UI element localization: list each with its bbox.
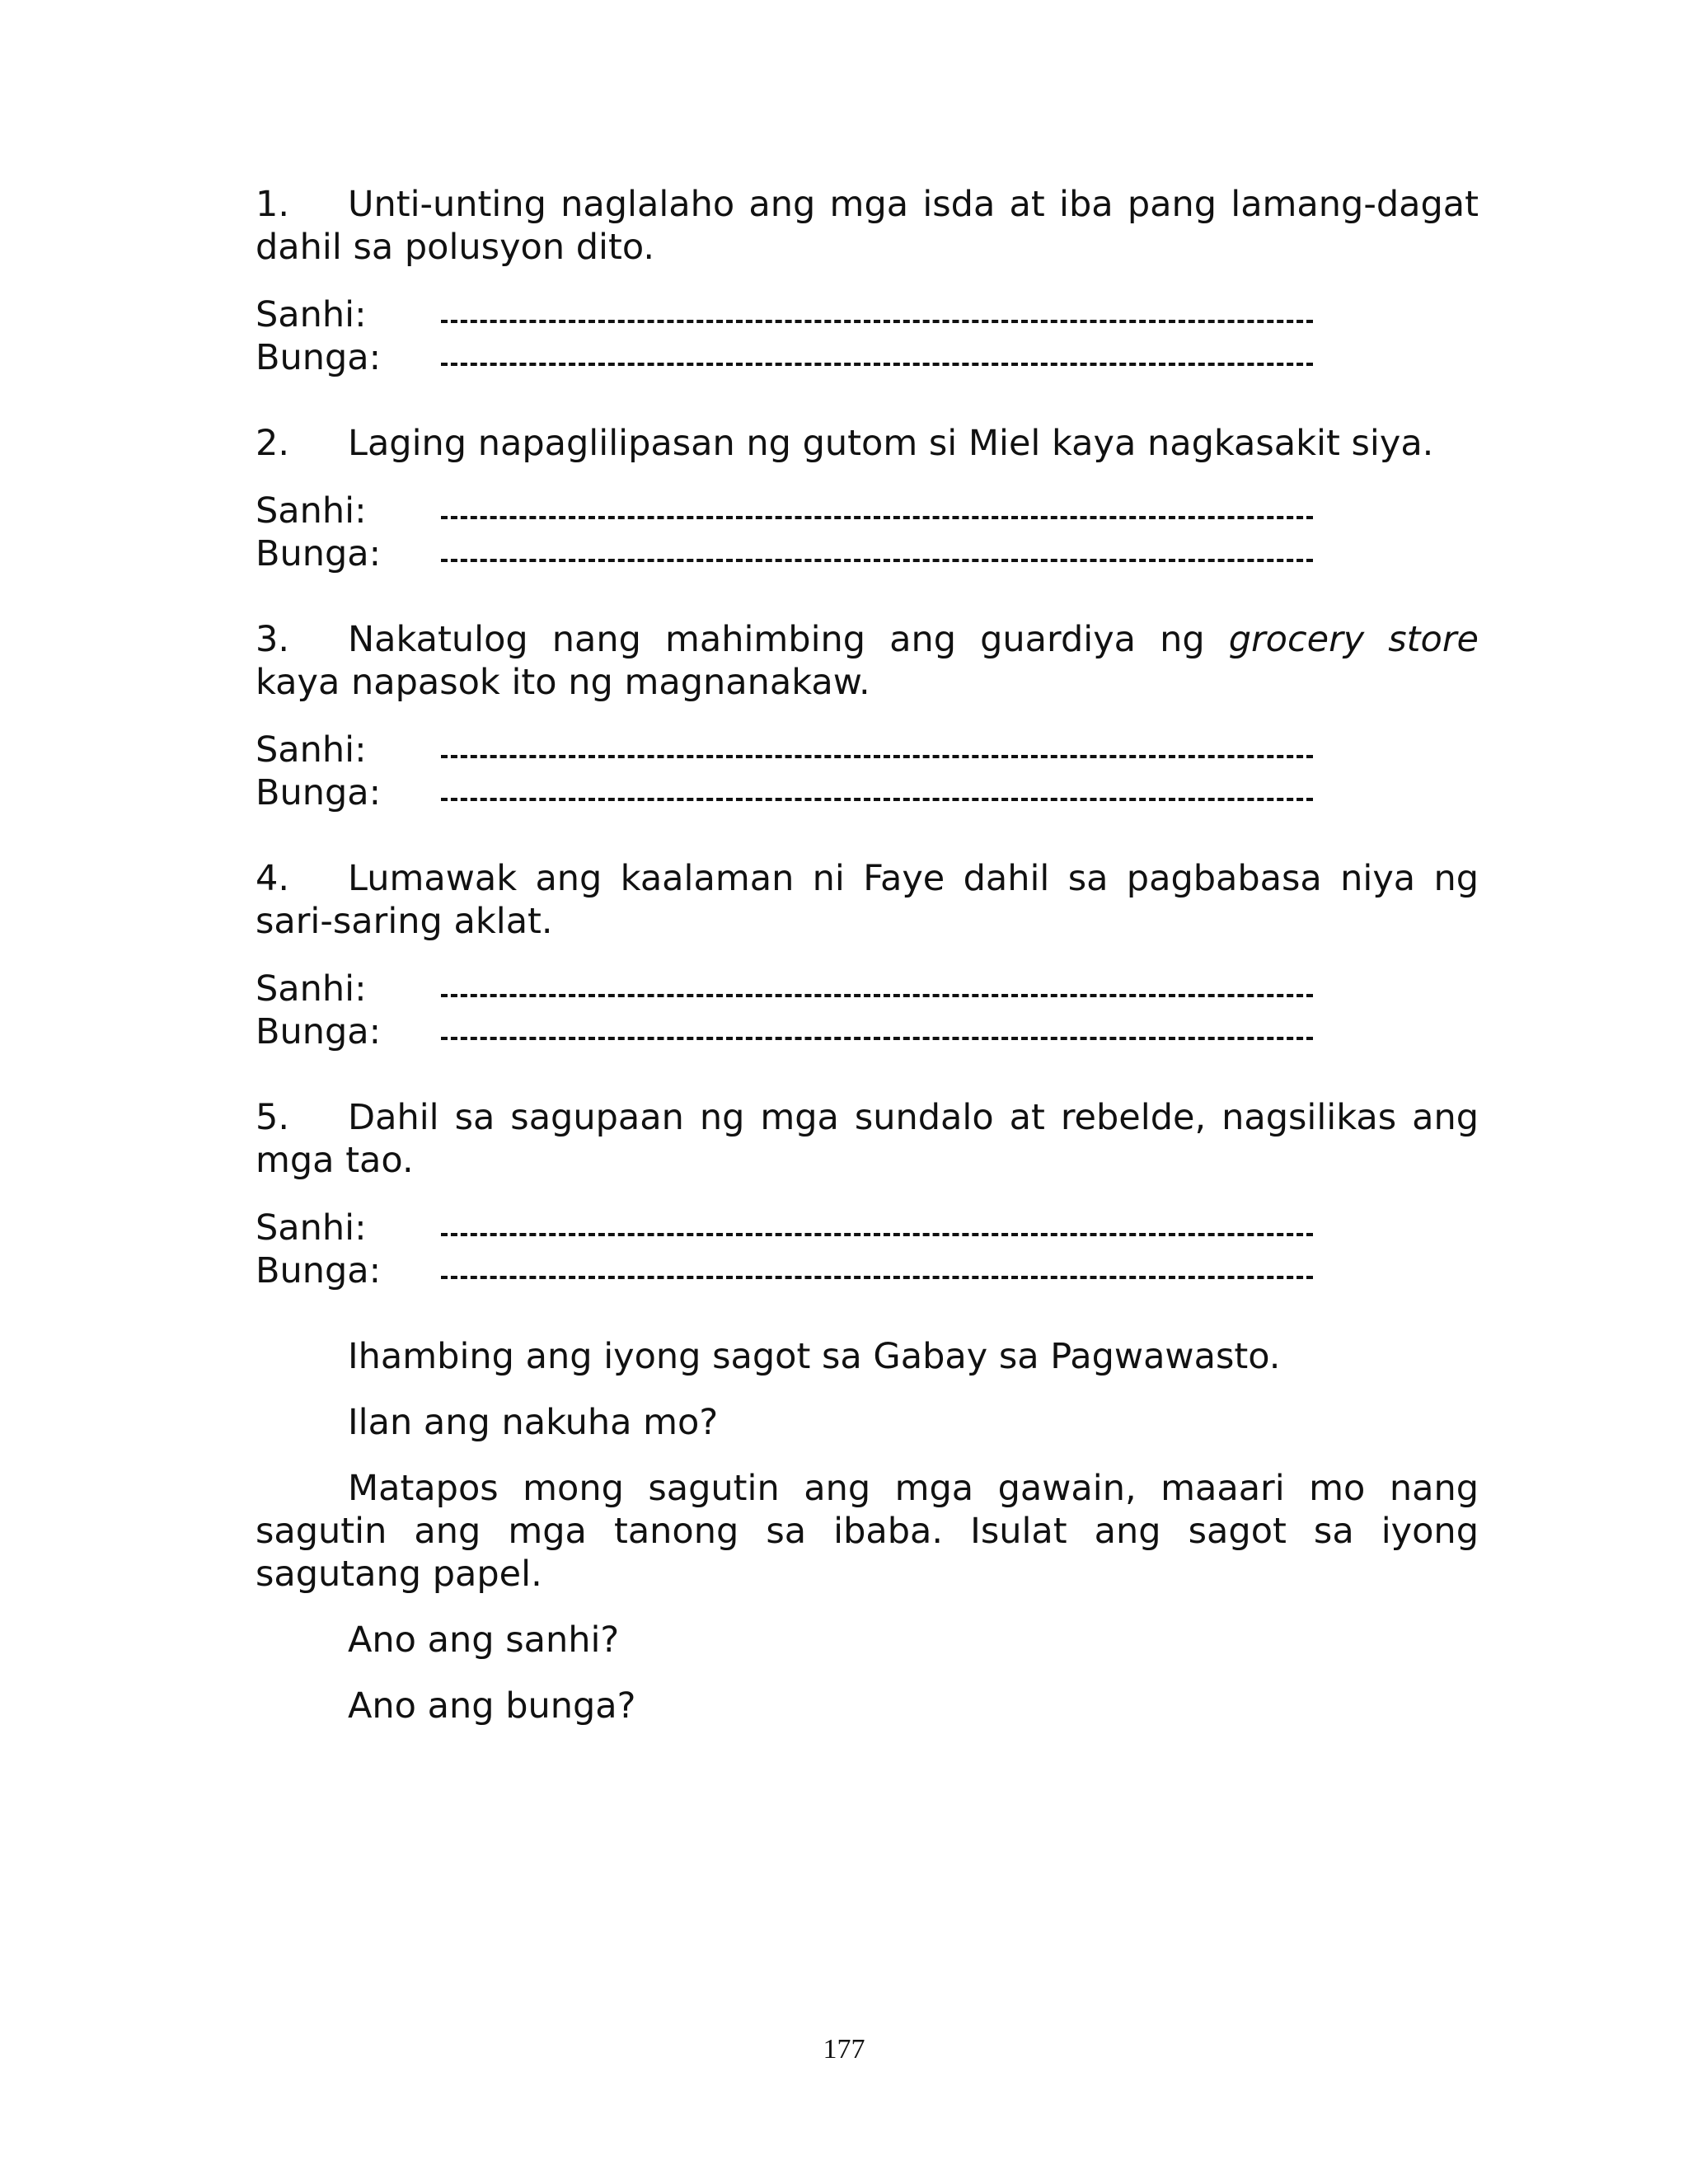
score-question: Ilan ang nakuha mo? — [348, 1402, 719, 1443]
effect-answer-blank[interactable] — [441, 1246, 1313, 1279]
cause-answer-blank[interactable] — [441, 290, 1313, 323]
effect-answer-blank[interactable] — [441, 333, 1313, 366]
cause-answer-row — [256, 1207, 1479, 1249]
exercise-item-5 — [256, 1096, 1479, 1292]
worksheet-content — [256, 183, 1479, 1750]
cause-label: Sanhi: — [256, 490, 367, 532]
exercise-question — [256, 1096, 1479, 1182]
exercise-question — [256, 857, 1479, 943]
effect-label: Bunga: — [256, 533, 382, 574]
cause-answer-row — [256, 729, 1479, 771]
effect-answer-blank[interactable] — [441, 529, 1313, 562]
exercise-question — [256, 618, 1479, 704]
question-text: Laging napaglilipasan ng gutom si Miel kaya nagkasakit siya. — [348, 423, 1434, 464]
exercise-item-2 — [256, 422, 1479, 575]
cause-label: Sanhi: — [256, 729, 367, 771]
item-number: 1. — [256, 184, 290, 225]
cause-label: Sanhi: — [256, 968, 367, 1010]
exercise-item-1 — [256, 183, 1479, 379]
question-text-italic: grocery store — [1228, 619, 1479, 660]
effect-answer-row — [256, 336, 1479, 379]
cause-answer-blank[interactable] — [441, 486, 1313, 519]
exercise-item-3 — [256, 618, 1479, 814]
effect-label: Bunga: — [256, 772, 382, 813]
question-text: Lumawak ang kaalaman ni Faye dahil sa pagbabasa niya ng sari-saring aklat. — [256, 858, 1479, 942]
cause-answer-row — [256, 968, 1479, 1010]
effect-answer-blank[interactable] — [441, 1007, 1313, 1040]
cause-label: Sanhi: — [256, 1207, 367, 1249]
effect-answer-row — [256, 532, 1479, 575]
exercise-question — [256, 183, 1479, 269]
question-text: Dahil sa sagupaan ng mga sundalo at rebelde, nagsilikas ang mga tao. — [256, 1097, 1479, 1181]
item-number: 2. — [256, 423, 290, 464]
cause-answer-row — [256, 293, 1479, 336]
effect-label: Bunga: — [256, 1250, 382, 1291]
cause-question: Ano ang sanhi? — [348, 1619, 620, 1661]
page-number: 177 — [823, 2034, 865, 2064]
effect-label: Bunga: — [256, 337, 382, 378]
cause-label: Sanhi: — [256, 294, 367, 335]
compare-instruction: Ihambing ang iyong sagot sa Gabay sa Pagwawasto. — [348, 1336, 1281, 1377]
effect-label: Bunga: — [256, 1011, 382, 1052]
cause-answer-blank[interactable] — [441, 725, 1313, 758]
question-text: Unti-unting naglalaho ang mga isda at iba pang lamang-dagat dahil sa polusyon dito. — [256, 184, 1479, 268]
cause-answer-row — [256, 490, 1479, 532]
effect-question: Ano ang bunga? — [348, 1685, 636, 1727]
effect-answer-blank[interactable] — [441, 768, 1313, 801]
item-number: 5. — [256, 1097, 290, 1138]
effect-answer-row — [256, 1249, 1479, 1292]
cause-answer-blank[interactable] — [441, 964, 1313, 997]
item-number: 4. — [256, 858, 290, 899]
effect-answer-row — [256, 1010, 1479, 1053]
question-text-start: Nakatulog nang mahimbing ang guardiya ng — [348, 619, 1229, 660]
next-task-instruction: Matapos mong sagutin ang mga gawain, maaari mo nang sagutin ang mga tanong sa ibaba. Isulat ang sagot sa iyong sagutang papel. — [256, 1468, 1479, 1595]
effect-answer-row — [256, 771, 1479, 814]
item-number: 3. — [256, 619, 290, 660]
exercise-item-4 — [256, 857, 1479, 1053]
question-text-end: kaya napasok ito ng magnanakaw. — [256, 662, 870, 703]
closing-instructions — [256, 1335, 1479, 1727]
cause-answer-blank[interactable] — [441, 1203, 1313, 1236]
exercise-question — [256, 422, 1479, 465]
